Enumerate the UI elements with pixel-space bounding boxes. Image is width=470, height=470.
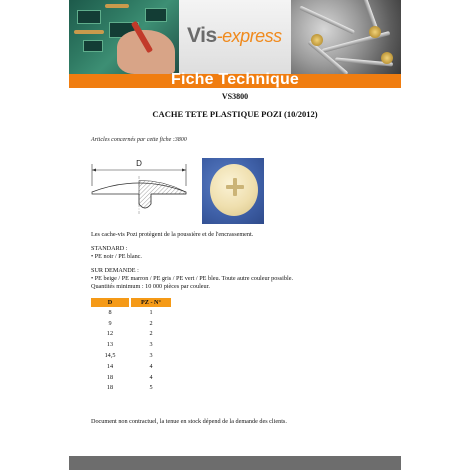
articles-note: Articles concernés par cette fiche :3800	[91, 137, 187, 143]
footer-bar	[69, 456, 401, 470]
table-row: 18 4	[106, 373, 153, 381]
demand-items: • PE beige / PE marron / PE gris / PE vert / PE bleu. Toute autre couleur possible.	[91, 275, 293, 282]
document-title: CACHE TETE PLASTIQUE POZI (10/2012)	[152, 109, 318, 119]
logo-area	[179, 0, 291, 74]
table-header-row	[91, 298, 171, 307]
minimum-quantity: Quantités minimum : 10 000 pièces par couleur.	[91, 283, 210, 290]
technical-sheet	[69, 0, 401, 470]
logo-sub: express	[222, 26, 282, 46]
banner-title: Fiche Technique	[170, 71, 300, 88]
header-pz: PZ - N°	[131, 298, 171, 307]
table-row: 14 4	[106, 362, 153, 370]
product-reference: VS3800	[221, 92, 249, 101]
header-d: D	[91, 298, 129, 307]
table-row: 18 5	[106, 384, 153, 392]
table-row: 9 2	[108, 319, 153, 327]
cap-cross-section-drawing	[89, 156, 189, 218]
electronics-photo	[69, 0, 179, 74]
table-row: 14,5 3	[104, 352, 153, 360]
screws-photo	[291, 0, 401, 74]
standard-heading: STANDARD :	[91, 245, 128, 252]
logo-dash: -	[216, 26, 223, 46]
table-row: 12 2	[106, 330, 153, 338]
description-text: Les cache-vis Pozi protègent de la poussière et de l'encrassement.	[91, 231, 254, 238]
logo-main: Vis	[187, 24, 217, 47]
vis-express-logo	[187, 24, 282, 48]
dimensions-table	[91, 298, 171, 393]
header-banner	[69, 0, 401, 74]
demand-heading: SUR DEMANDE :	[91, 267, 139, 274]
table-row: 8 1	[108, 308, 153, 316]
cap-image	[210, 164, 258, 216]
product-photo	[202, 158, 264, 224]
disclaimer-note: Document non contractuel, la tenue en stock dépend de la demande des clients.	[91, 418, 287, 425]
dimension-d-label: D	[136, 159, 142, 168]
table-row: 13 3	[106, 341, 153, 349]
standard-items: • PE noir / PE blanc.	[91, 253, 142, 260]
